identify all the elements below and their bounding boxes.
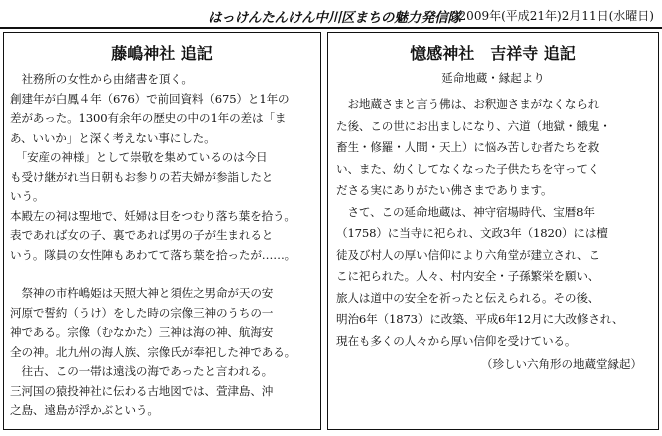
right-text-line: 徒及び村人の厚い信仰により六角堂が建立され、こ xyxy=(336,247,600,262)
header-rule xyxy=(0,27,662,29)
newsletter-header xyxy=(0,0,662,28)
right-text-line: さて、この延命地蔵は、神守宿場時代、宝暦8年 xyxy=(336,204,595,219)
right-text-line: た後、この世にお出ましになり、六道（地獄・餓鬼・ xyxy=(336,118,611,133)
right-text-line: 旅人は道中の安全を祈ったと伝えられる。その後、 xyxy=(336,290,600,305)
left-text-line: いう。 xyxy=(10,189,45,203)
left-article-body xyxy=(10,70,314,421)
left-text-line: 差があった。1300有余年の歴史の中の1年の差は「ま xyxy=(10,111,287,125)
left-text-line: 往古、この一帯は遠浅の海であったと言われる。 xyxy=(10,364,274,378)
left-article-title: 藤嶋神社 追記 xyxy=(111,44,213,63)
left-text-line: 河原で誓約（うけ）をした時の宗像三神のうちの一 xyxy=(10,305,274,320)
right-text-line: こに祀られた。人々、村内安全・子孫繁栄を願い、 xyxy=(336,269,600,283)
left-text-line: 三河国の猿投神社に伝わる古地図では、萱津島、沖 xyxy=(10,383,274,398)
right-text-line: お地蔵さまと言う佛は、お釈迦さまがなくなられ xyxy=(336,97,600,111)
publication-name: はっけんたんけん中川区まちの魅力発信隊 xyxy=(208,10,461,26)
left-text-line: 「安産の神様」として崇敬を集めているのは今日 xyxy=(10,150,268,164)
left-text-line: 全の神。北九州の海人族、宗像氏が奉祀した神である。 xyxy=(10,344,297,359)
right-article xyxy=(327,32,659,430)
right-article-subtitle: 延命地蔵・縁起より xyxy=(441,71,545,85)
right-article-title: 憶感神社 吉祥寺 追記 xyxy=(410,44,576,63)
right-article-body xyxy=(336,94,650,352)
right-text-line: ださる実にありがたい佛さまであります。 xyxy=(336,183,553,197)
right-text-line: 明治6年（1873）に改築、平成6年12月に大改修され、 xyxy=(336,312,624,326)
left-text-line: 表であれば女の子、裏であれば男の子が生まれると xyxy=(10,228,274,242)
left-article xyxy=(3,32,321,430)
right-text-line: 畜生・修羅・人間・天上）に悩み苦しむ者たちを救 xyxy=(336,140,600,154)
right-text-line: 現在も多くの人々から厚い信仰を受けている。 xyxy=(336,333,577,348)
left-text-line: 之島、遠島が浮かぶという。 xyxy=(10,403,159,417)
left-text-line: 創建年が白鳳４年（676）で前回資料（675）と1年の xyxy=(10,91,290,106)
issue-date: 2009年(平成21年)2月11日(水曜日) xyxy=(458,9,654,23)
right-text-line: い、また、幼くしてなくなった子供たちを守ってく xyxy=(336,161,600,176)
left-text-line: 祭神の市杵嶋姫は天照大神と須佐之男命が天の安 xyxy=(10,286,274,300)
left-text-line: あ、いいか」と深く考えない事にした。 xyxy=(10,130,216,145)
left-text-line: 社務所の女性から由緒書を頂く。 xyxy=(10,72,193,86)
left-text-line: 本殿左の祠は聖地で、妊婦は目をつむり落ち葉を拾う。 xyxy=(10,208,296,223)
right-article-caption: （珍しい六角形の地蔵堂縁起） xyxy=(481,357,642,371)
left-text-line: も受け継がれ当日朝もお参りの若夫婦が参詣したと xyxy=(10,169,274,184)
left-text-line: 神である。宗像（むなかた）三神は海の神、航海安 xyxy=(10,325,274,339)
left-text-line: いう。隊員の女性陣もあわてて落ち葉を拾ったが……。 xyxy=(10,247,297,262)
left-paragraph-gap xyxy=(10,265,314,284)
right-text-line: （1758）に当寺に祀られ、文政3年（1820）には檀 xyxy=(336,226,608,240)
